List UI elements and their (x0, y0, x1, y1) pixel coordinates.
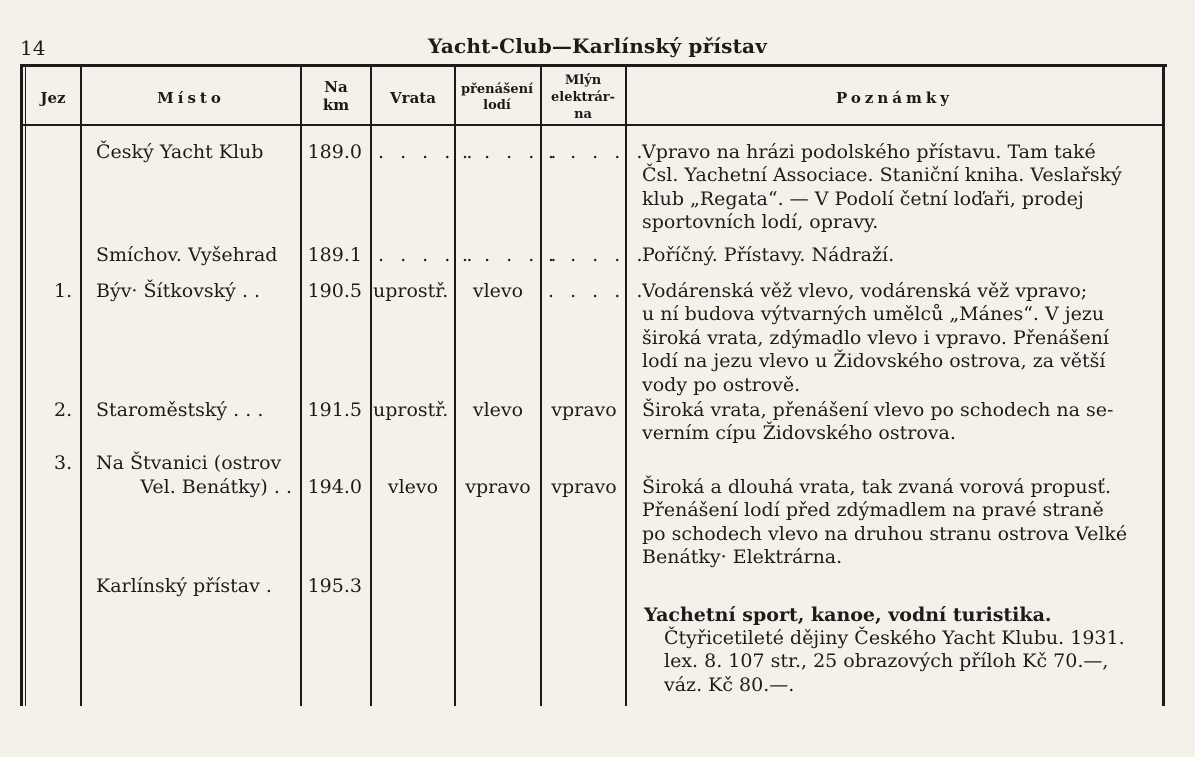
row5-jez: 3. (54, 452, 73, 474)
row3-misto: Býv· Šítkovský . . (96, 280, 261, 302)
note-line: Čsl. Yachetní Associace. Staniční kniha. Veslařský (642, 164, 1122, 187)
header-mlyn-1: Mlýn (564, 73, 602, 88)
row6-misto: Karlínský přístav . (96, 575, 272, 597)
row2-misto: Smíchov. Vyšehrad (96, 244, 278, 266)
page-number: 14 (20, 36, 46, 60)
row5-prenaseni: vpravo (465, 476, 531, 498)
advert-line: lex. 8. 107 str., 25 obrazových příloh Kč 70.—, (664, 650, 1109, 673)
advert-line: Čtyřicetileté dějiny Českého Yacht Klubu. 1931. (664, 627, 1125, 649)
row5-vrata: vlevo (387, 476, 439, 498)
row2-km: 189.1 (307, 244, 362, 266)
row4-jez: 2. (54, 399, 73, 421)
row5-km: 194.0 (307, 476, 362, 498)
header-prenaseni-2: lodí (483, 98, 511, 113)
header-jez: Jez (40, 89, 66, 107)
row3-km: 190.5 (307, 280, 362, 302)
note-line: Vpravo na hrázi podolského přístavu. Tam také (642, 141, 1096, 163)
col-divider-km (370, 66, 372, 706)
note-line: Vodárenská věž vlevo, vodárenská věž vpravo; (642, 280, 1088, 302)
header-misto: Místo (157, 89, 225, 107)
advert-line: váz. Kč 80.—. (664, 673, 795, 696)
row4-km: 191.5 (307, 399, 362, 421)
note-line: Široká a dlouhá vrata, tak zvaná vorová propusť. (642, 476, 1112, 498)
header-prenaseni-1: přenášení (460, 82, 534, 97)
row1-km: 189.0 (307, 141, 362, 163)
running-head: Yacht-Club—Karlínský přístav (427, 34, 768, 58)
row4-mlyn: vpravo (551, 399, 617, 421)
note-line: klub „Regata“. — V Podolí četní loďaři, prodej (642, 187, 1084, 210)
row5-misto-cont: Vel. Benátky) . . (140, 476, 292, 498)
note-line: Široká vrata, přenášení vlevo po schodech na se- (642, 399, 1114, 421)
header-mlyn-2: elektrár- (550, 90, 615, 105)
row3-notes (642, 280, 1152, 397)
row3-prenaseni: vlevo (472, 280, 524, 302)
row1-prenaseni-dots: . . . . . (462, 141, 562, 163)
table-left-border-inner (25, 67, 26, 706)
header-mlyn-3: na (574, 107, 592, 122)
row2-notes (642, 244, 1152, 267)
row5-notes (642, 476, 1152, 570)
row1-mlyn-dots: . . . . . (548, 141, 648, 163)
advert-heading: Yachetní sport, kanoe, vodní turistika. (644, 604, 1052, 626)
note-line: po schodech vlevo na druhou stranu ostrova Velké (642, 522, 1128, 545)
header-na: Na (324, 78, 348, 96)
advert-body (664, 627, 1152, 697)
row5-mlyn: vpravo (551, 476, 617, 498)
row1-vrata-dots: . . . . . (378, 141, 478, 163)
header-vrata: Vrata (390, 89, 436, 107)
col-divider-jez (80, 66, 82, 706)
row4-notes (642, 399, 1152, 446)
header-bottom-rule (22, 124, 1164, 126)
header-km: km (322, 96, 350, 114)
row4-vrata: uprostř. (373, 399, 449, 421)
row3-vrata: uprostř. (373, 280, 449, 302)
note-line: Poříčný. Přístavy. Nádraží. (642, 244, 895, 266)
note-line: široká vrata, zdýmadlo vlevo i vpravo. Přenášení (642, 326, 1109, 349)
row2-prenaseni-dots: . . . . . (462, 244, 562, 266)
row5-misto: Na Štvanici (ostrov (96, 452, 282, 474)
row3-jez: 1. (54, 280, 73, 302)
table-left-border (20, 64, 23, 706)
note-line: verním cípu Židovského ostrova. (642, 422, 956, 445)
note-line: u ní budova výtvarných umělců „Mánes“. V jezu (642, 303, 1105, 326)
top-rule (20, 64, 1167, 67)
row1-notes (642, 141, 1152, 235)
row4-misto: Staroměstský . . . (96, 399, 264, 421)
note-line: sportovních lodí, opravy. (642, 211, 879, 234)
header-poznamky: Poznámky (835, 89, 953, 107)
row2-mlyn-dots: . . . . . (548, 244, 648, 266)
note-line: Přenášení lodí před zdýmadlem na pravé straně (642, 499, 1104, 522)
row6-km: 195.3 (307, 575, 362, 597)
note-line: vody po ostrově. (642, 373, 801, 396)
row2-vrata-dots: . . . . . (378, 244, 478, 266)
row1-misto: Český Yacht Klub (96, 141, 264, 163)
table-right-border (1162, 64, 1165, 706)
note-line: lodí na jezu vlevo u Židovského ostrova, za větší (642, 350, 1106, 373)
note-line: Benátky· Elektrárna. (642, 546, 843, 569)
row4-prenaseni: vlevo (472, 399, 524, 421)
row3-mlyn-dots: . . . . . (548, 280, 648, 302)
